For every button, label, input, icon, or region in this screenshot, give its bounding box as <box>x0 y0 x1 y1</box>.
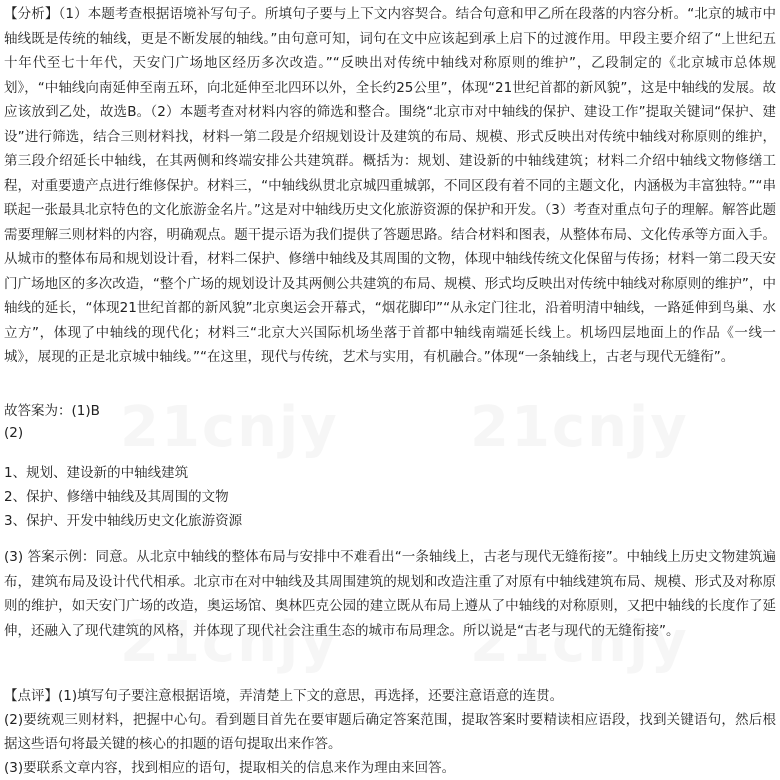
list-item: 1、规划、建设新的中轴线建筑 <box>4 465 189 481</box>
analysis-section <box>4 2 776 370</box>
answer-part3-text: (3) 答案示例：同意。从北京中轴线的整体布局与安排中不难看出“一条轴线上，古老与现代无缝衔接”。中轴线上历史文物建筑遍布，建筑布局及设计代代相承。北京市在对中轴线及其周围建筑的规划和改造注重了对原有中轴线建筑布局、规模、形式及对称原则的维护，如天安门广场的改造，奥运场馆、奥林匹克公园的建立既从布局上遵从了中轴线的对称原则，又把中轴线的长度作了延伸，还融入了现代建筑的风格，并体现了现代社会注重生态的城市布局理念。所以说是“古老与现代的无缝衔接”。 <box>4 549 776 639</box>
answer-part3 <box>4 545 776 643</box>
comment-line: (3)要联系文章内容，找到相应的语句，提取相关的信息来作为理由来回答。 <box>4 760 456 776</box>
answer-label: 故答案为：(1)B <box>4 403 100 419</box>
answer-part2-label: (2) <box>4 425 24 441</box>
comment-line: (2)要统观三则材料，把握中心句。看到题目首先在要审题后确定答案范围，提取答案时要精读相应语段，找到关键语句，然后根据这些语句将最关键的核心的扣题的语句提取出来作答。 <box>4 712 776 752</box>
list-item: 2、保护、修缮中轴线及其周围的文物 <box>4 489 229 505</box>
comment-section <box>4 684 776 780</box>
answer-header <box>4 400 776 444</box>
list-item: 3、保护、开发中轴线历史文化旅游资源 <box>4 513 243 529</box>
answer-list <box>4 461 776 533</box>
analysis-text: 【分析】（1）本题考查根据语境补写句子。所填句子要与上下文内容契合。结合句意和甲乙所在段落的内容分析。“北京的城市中轴线既是传统的轴线，更是不断发展的轴线。”由句意可知，词句在文中应该起到承上启下的过渡作用。甲段主要介绍了“上世纪五十年代至七十年代，天安门广场地区经历多次改造。”“反映出对传统中轴线对称原则的维护”，乙段制定的《北京城市总体规划》，“中轴线向南延伸至南五环，向北延伸至北四环以外，全长约25公里”，体现“21世纪首都的新风貌”，这是中轴线的发展。故应该放到乙处，故选B。（2）本题考查对材料内容的筛选和整合。围绕“北京市对中轴线的保护、建设工作”提取关键词“保护、建设”进行筛选，结合三则材料找，材料一第二段是介绍规划设计及建筑的布局、规模、形式反映出对传统中轴线对称原则的维护，第三段介绍延长中轴线，在其两侧和终端安排公共建筑群。概括为：规划、建设新的中轴线建筑；材料二介绍中轴线文物修缮工程，对重要遗产点进行维修保护。材料三，“中轴线纵贯北京城四重城郭，不同区段有着不同的主题文化，内涵极为丰富独特。”“串联起一张最具北京特色的文化旅游金名片。”这是对中轴线历史文化旅游资源的保护和开发。（3）考查对重点句子的理解。解答此题需要理解三则材料的内容，明确观点。题干提示语为我们提供了答题思路。结合材料和图表，从整体布局、文化传承等方面入手。从城市的整体布局和规划设计看，材料二保护、修缮中轴线及其周围的文物，体现中轴线传统文化保留与传扬；材料一第二段天安门广场地区的多次改造，“整个广场的规划设计及其两侧公共建筑的布局、规模、形式均反映出对传统中轴线对称原则的维护”，中轴线的延长，“体现21世纪首都的新风貌”北京奥运会开幕式，“烟花脚印”“从永定门往北，沿着明清中轴线，一路延伸到鸟巢、水立方”，体现了中轴线的现代化；材料三“北京大兴国际机场坐落于首都中轴线南端延长线上。机场四层地面上的作品《一线一城》，展现的正是北京城中轴线。”“在这里，现代与传统，艺术与实用，有机融合。”体现“一条轴线上，古老与现代无缝衔”。 <box>4 6 776 365</box>
comment-line: 【点评】(1)填写句子要注意根据语境，弄清楚上下文的意思，再选择，还要注意语意的连贯。 <box>4 688 564 704</box>
